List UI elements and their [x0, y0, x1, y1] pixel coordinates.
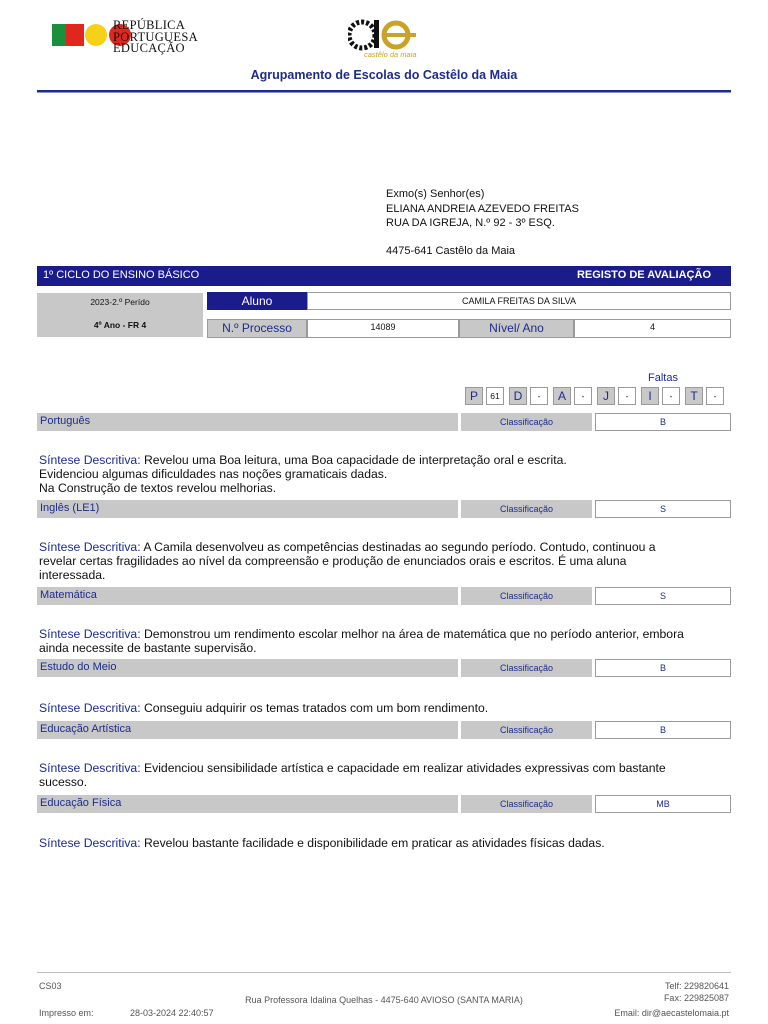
absence-value-a: - [574, 387, 592, 405]
flag-green-stripe [52, 24, 66, 46]
classification-label: Classificação [461, 659, 592, 677]
sintese-line [39, 453, 731, 467]
sintese-line [39, 540, 731, 554]
school-logo-caption: castêlo da maia [364, 50, 417, 59]
absences-title: Faltas [648, 372, 678, 384]
subject-bar-ingles: Inglês (LE1) [37, 500, 458, 518]
school-logo-icon [348, 18, 420, 52]
student-label: Aluno [207, 292, 307, 310]
subject-bar-educacao-fisica: Educação Física [37, 795, 458, 813]
absence-letter-i: I [641, 387, 659, 405]
sintese-label: Síntese Descritiva: [39, 761, 141, 775]
header-divider [37, 90, 731, 93]
student-name: CAMILA FREITAS DA SILVA [307, 292, 731, 310]
classification-value: B [595, 413, 731, 431]
school-logo [348, 18, 420, 60]
sintese-block [39, 701, 731, 715]
absence-letter-t: T [685, 387, 703, 405]
subject-bar-estudo-do-meio: Estudo do Meio [37, 659, 458, 677]
level-year-label: Nível/ Ano [459, 319, 574, 338]
sintese-line: Evidenciou algumas dificuldades nas noções gramaticais dadas. [39, 467, 388, 482]
absence-value-i: - [662, 387, 680, 405]
absence-letter-j: J [597, 387, 615, 405]
footer-address: Rua Professora Idalina Quelhas - 4475-640 AVIOSO (SANTA MARIA) [245, 995, 523, 1005]
sintese-line [39, 701, 731, 715]
absence-letter-p: P [465, 387, 483, 405]
sintese-line: Na Construção de textos revelou melhorias. [39, 481, 277, 496]
sintese-label: Síntese Descritiva: [39, 627, 141, 641]
recipient-name: ELIANA ANDREIA AZEVEDO FREITAS [386, 203, 579, 215]
absence-value-j: - [618, 387, 636, 405]
sintese-line: ainda necessite de bastante supervisão. [39, 641, 257, 656]
report-title: REGISTO DE AVALIAÇÃO [576, 269, 711, 281]
gov-logo-line-3: EDUCAÇÃO [113, 41, 185, 55]
level-year-value: 4 [574, 319, 731, 338]
gov-logo-text [113, 20, 198, 55]
sintese-text: Revelou bastante facilidade e disponibilidade em praticar as atividades físicas dadas. [144, 836, 605, 850]
footer-printed-date: 28-03-2024 22:40:57 [130, 1008, 214, 1018]
school-name: Agrupamento de Escolas do Castêlo da Maia [250, 68, 518, 82]
sintese-text: A Camila desenvolveu as competências destinadas ao segundo período. Contudo, continuou a [143, 540, 656, 554]
republica-portuguesa-logo [52, 18, 198, 60]
flag-yellow-circle [85, 24, 107, 46]
period-panel [37, 293, 203, 337]
subject-bar-matematica: Matemática [37, 587, 458, 605]
sintese-label: Síntese Descritiva: [39, 540, 141, 554]
sintese-text: Demonstrou um rendimento escolar melhor na área de matemática que no período anterior, embora [144, 627, 684, 641]
sintese-block [39, 627, 731, 655]
absence-value-d: - [530, 387, 548, 405]
sintese-line: interessada. [39, 568, 106, 583]
sintese-label: Síntese Descritiva: [39, 836, 141, 850]
absence-letter-d: D [509, 387, 527, 405]
year-class-text: 4º Ano - FR 4 [93, 320, 147, 330]
classification-label: Classificação [461, 721, 592, 739]
footer-fax: Fax: 229825087 [663, 993, 729, 1003]
cycle-title: 1º CICLO DO ENSINO BÁSICO [43, 269, 200, 281]
gov-logo-line-1: REPÚBLICA [113, 18, 186, 32]
sintese-block [39, 836, 731, 850]
absence-letter-a: A [553, 387, 571, 405]
classification-label: Classificação [461, 795, 592, 813]
sintese-line: sucesso. [39, 775, 88, 790]
sintese-label: Síntese Descritiva: [39, 453, 141, 467]
footer-email: Email: dir@aecastelomaia.pt [614, 1008, 729, 1018]
subject-bar-educacao-artistica: Educação Artística [37, 721, 458, 739]
sintese-block [39, 761, 731, 789]
footer-phone: Telf: 229820641 [664, 981, 729, 991]
subject-bar-portugues: Português [37, 413, 458, 431]
period-text: 2023-2.º Perído [90, 297, 150, 307]
absence-value-t: - [706, 387, 724, 405]
process-number-label: N.º Processo [207, 319, 307, 338]
sintese-line [39, 761, 731, 775]
sintese-line [39, 836, 731, 850]
classification-value: MB [595, 795, 731, 813]
footer-printed-label: Impresso em: [39, 1008, 94, 1018]
recipient-street: RUA DA IGREJA, N.º 92 - 3º ESQ. [386, 217, 555, 229]
sintese-text: Conseguiu adquirir os temas tratados com um bom rendimento. [144, 701, 489, 715]
classification-label: Classificação [461, 587, 592, 605]
flag-red-stripe [66, 24, 84, 46]
footer-divider [37, 972, 731, 973]
sintese-block [39, 540, 731, 583]
gov-logo-line-2: PORTUGUESA [113, 29, 198, 44]
recipient-salutation: Exmo(s) Senhor(es) [386, 188, 485, 200]
classification-value: S [595, 500, 731, 518]
sintese-text: Revelou uma Boa leitura, uma Boa capacidade de interpretação oral e escrita. [144, 453, 567, 467]
recipient-postal: 4475-641 Castêlo da Maia [386, 245, 516, 257]
footer-document-code: CS03 [39, 981, 62, 991]
classification-label: Classificação [461, 500, 592, 518]
classification-value: B [595, 721, 731, 739]
absence-value-p: 61 [486, 387, 504, 405]
sintese-text: Evidenciou sensibilidade artística e capacidade em realizar atividades expressivas com bastante [144, 761, 666, 775]
classification-value: B [595, 659, 731, 677]
cycle-bar [37, 266, 731, 286]
classification-label: Classificação [461, 413, 592, 431]
sintese-block [39, 453, 731, 496]
process-number-value: 14089 [307, 319, 459, 338]
classification-value: S [595, 587, 731, 605]
sintese-line: revelar certas fragilidades ao nível da compreensão e produção de enunciados orais e escritos. É uma aluna [39, 554, 627, 569]
sintese-line [39, 627, 731, 641]
sintese-label: Síntese Descritiva: [39, 701, 141, 715]
